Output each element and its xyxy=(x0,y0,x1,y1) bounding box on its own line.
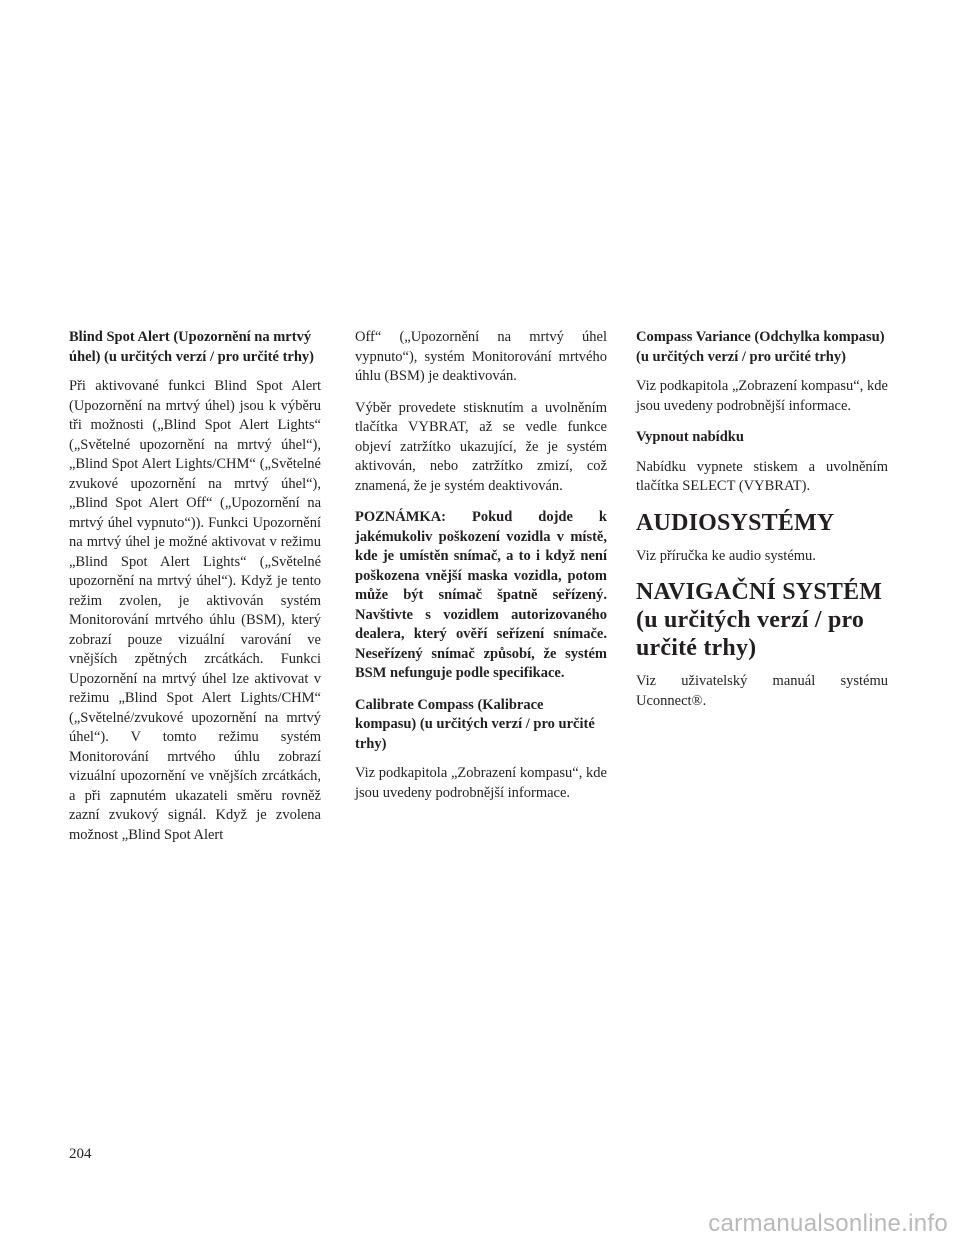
chapter-heading-navigation: NAVIGAČNÍ SYSTÉM (u určitých verzí / pro určité trhy) xyxy=(636,579,883,661)
section-heading-blind-spot-alert: Blind Spot Alert (Upozornění na mrtvý úhel) (u určitých verzí / pro určité trhy) xyxy=(69,329,314,365)
column-left xyxy=(69,328,321,857)
paragraph-audio: Viz příručka ke audio systému. xyxy=(636,547,816,564)
column-right xyxy=(636,328,888,723)
paragraph-calibrate-compass: Viz podkapitola „Zobrazení kompasu“, kde jsou uvedeny podrobnější informace. xyxy=(355,765,607,801)
page-number: 204 xyxy=(69,1146,92,1162)
section-heading-menu-off: Vypnout nabídku xyxy=(636,429,744,445)
paragraph-select-instructions: Výběr provedete stisknutím a uvolněním tlačítka VYBRAT, až se vedle funkce objeví zatržítko ukazující, že je systém aktivován, nebo zatržítko zmizí, což znamená, že je systém deaktivován. xyxy=(355,399,607,494)
section-heading-compass-variance: Compass Variance (Odchylka kompasu) (u určitých verzí / pro určité trhy) xyxy=(636,329,885,365)
paragraph-compass-variance: Viz podkapitola „Zobrazení kompasu“, kde jsou uvedeny podrobnější informace. xyxy=(636,378,888,414)
chapter-heading-audio: AUDIOSYSTÉMY xyxy=(636,509,835,536)
section-heading-calibrate-compass: Calibrate Compass (Kalibrace kompasu) (u určitých verzí / pro určité trhy) xyxy=(355,696,595,752)
paragraph-blind-spot-off-continued: Off“ („Upozornění na mrtvý úhel vypnuto“), systém Monitorování mrtvého úhlu (BSM) je deaktivován. xyxy=(355,329,607,384)
watermark-logo: carmanualsonline.info xyxy=(708,1210,948,1237)
paragraph-menu-off: Nabídku vypnete stiskem a uvolněním tlačítka SELECT (VYBRAT). xyxy=(636,458,888,494)
note-sensor-damage: POZNÁMKA: Pokud dojde k jakémukoliv poškození vozidla v místě, kde je umístěn snímač, a to i když není poškozena vnější maska vozidla, potom může být snímač špatně seřízený. Navštivte s vozidlem autorizovaného dealera, který ověří seřízení snímače. Neseřízený snímač způsobí, že systém BSM nefunguje podle specifikace. xyxy=(355,509,607,681)
paragraph-blind-spot-alert: Při aktivované funkci Blind Spot Alert (Upozornění na mrtvý úhel) jsou k výběru tři možnosti („Blind Spot Alert Lights“ („Světelné upozornění na mrtvý úhel“), „Blind Spot Alert Lights/CHM“ („Světelné zvukové upozornění na mrtvý úhel“), „Blind Spot Alert Off“ („Upozornění na mrtvý úhel vypnuto“)). Funkci Upozornění na mrtvý úhel je možné aktivovat v režimu „Blind Spot Alert Lights“ („Světelné upozornění na mrtvý úhel“). Když je tento režim zvolen, je aktivován systém Monitorování mrtvého úhlu (BSM), který zobrazí pouze vizuální varování ve vnějších zpětných zrcátkách. Funkci Upozornění na mrtvý úhel lze aktivovat v režimu „Blind Spot Alert Lights/CHM“ („Světelné/zvukové upozornění na mrtvý úhel“). V tomto režimu systém Monitorování mrtvého úhlu zobrazí vizuální upozornění ve vnějších zrcátkách, a při zapnutém ukazateli směru rovněž zazní zvukový signál. Když je zvolena možnost „Blind Spot Alert xyxy=(69,378,321,843)
paragraph-navigation: Viz uživatelský manuál systému Uconnect®. xyxy=(636,673,888,709)
column-middle xyxy=(355,328,607,815)
